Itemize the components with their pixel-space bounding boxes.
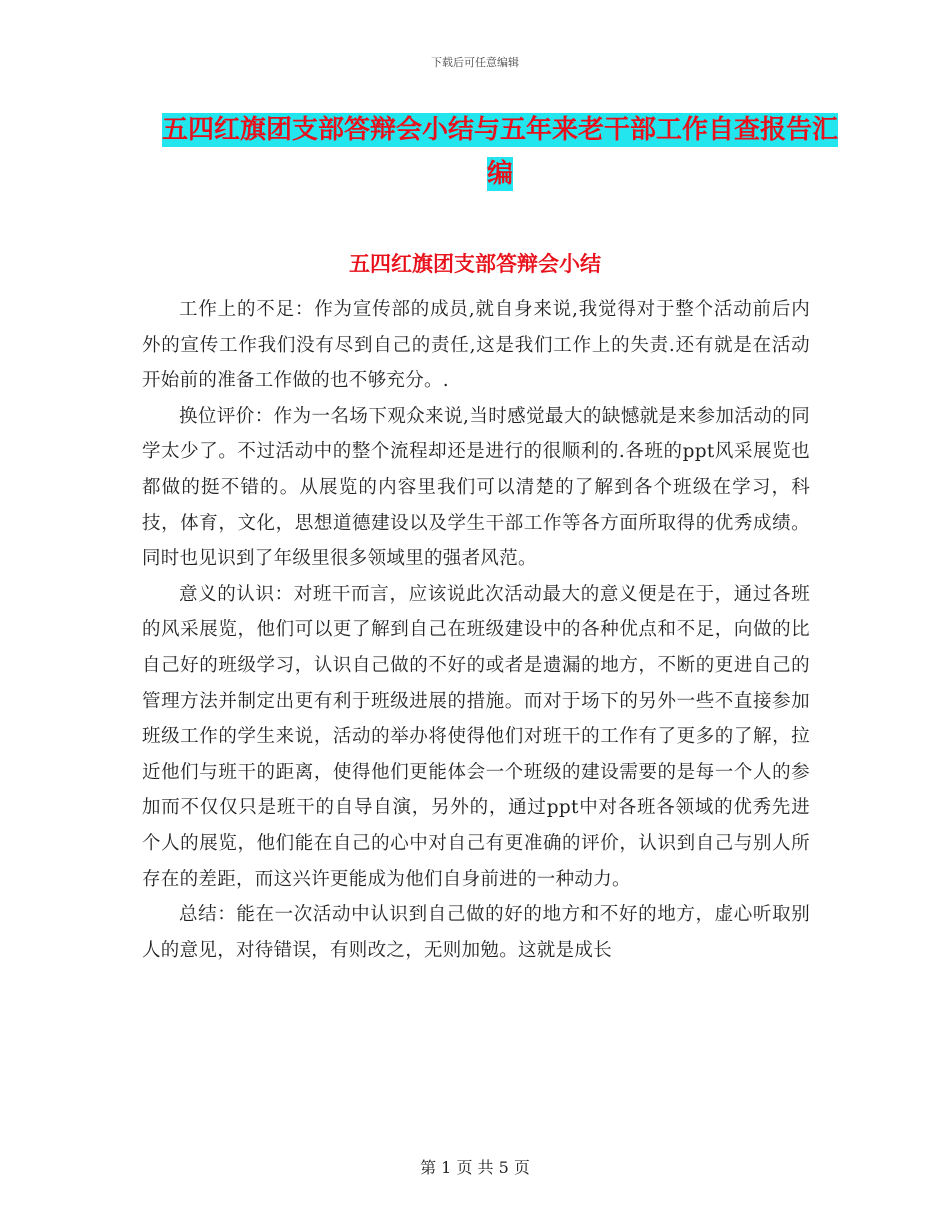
- paragraph-evaluation: 换位评价：作为一名场下观众来说,当时感觉最大的缺憾就是来参加活动的同学太少了。不过活动中的整个流程却还是进行的很顺利的.各班的ppt风采展览也都做的挺不错的。从展览的内容里我们可以清楚的了解到各个班级在学习，科技，体育，文化，思想道德建设以及学生干部工作等各方面所取得的优秀成绩。同时也见识到了年级里很多领域里的强者风范。: [142, 405, 810, 570]
- document-body: [142, 292, 810, 968]
- section-title: 五四红旗团支部答辩会小结: [349, 251, 601, 276]
- paragraph-shortcomings: 工作上的不足：作为宣传部的成员,就自身来说,我觉得对于整个活动前后内外的宣传工作我们没有尽到自己的责任,这是我们工作上的失责.还有就是在活动开始前的准备工作做的也不够充分。.: [142, 299, 810, 392]
- document-title: [150, 108, 850, 196]
- page-number: 第 1 页 共 5 页: [420, 1158, 530, 1177]
- header-note: 下载后可任意编辑: [431, 56, 519, 69]
- document-title-text: 五四红旗团支部答辩会小结与五年来老干部工作自查报告汇编: [161, 115, 838, 189]
- paragraph-summary: 总结：能在一次活动中认识到自己做的好的地方和不好的地方，虚心听取别人的意见，对待错误，有则改之，无则加勉。这就是成长: [142, 904, 810, 961]
- paragraph-significance: 意义的认识：对班干而言，应该说此次活动最大的意义便是在于，通过各班的风采展览，他们可以更了解到自己在班级建设中的各种优点和不足，向做的比自己好的班级学习，认识自己做的不好的或者是遗漏的地方，不断的更进自己的管理方法并制定出更有利于班级进展的措施。而对于场下的另外一些不直接参加班级工作的学生来说，活动的举办将使得他们对班干的工作有了更多的了解，拉近他们与班干的距离，使得他们更能体会一个班级的建设需要的是每一个人的参加而不仅仅只是班干的自导自演，另外的，通过ppt中对各班各领域的优秀先进个人的展览，他们能在自己的心中对自己有更准确的评价，认识到自己与别人所存在的差距，而这兴许更能成为他们自身前进的一种动力。: [142, 583, 810, 890]
